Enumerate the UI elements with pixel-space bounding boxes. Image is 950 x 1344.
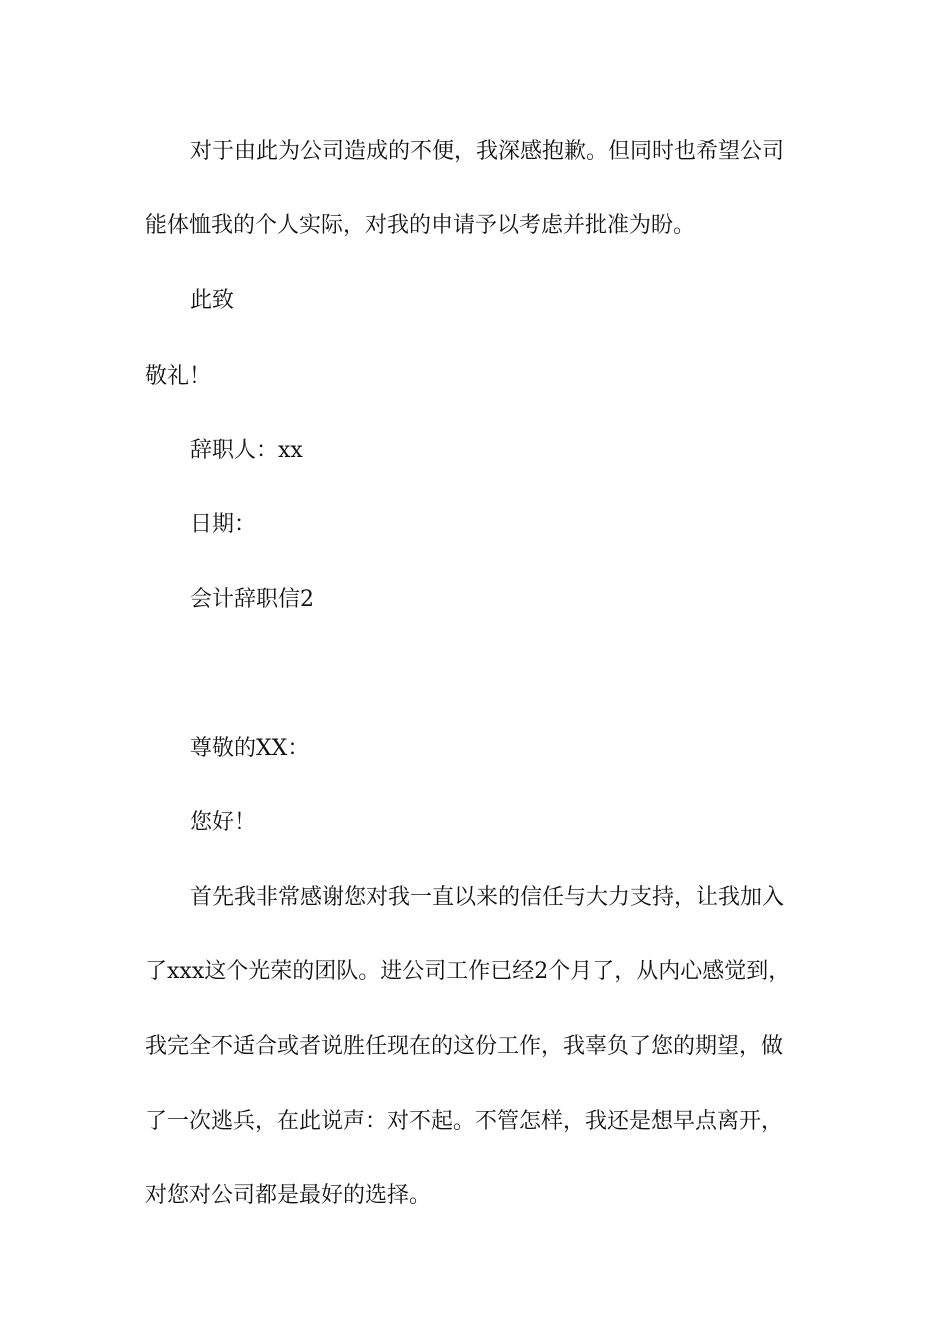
closing-salutation: 此致 xyxy=(190,288,235,313)
paragraph-body-line-2: 了xxx这个光荣的团队。进公司工作已经2个月了，从内心感觉到， xyxy=(145,959,791,984)
letter-greeting: 尊敬的XX： xyxy=(190,736,310,761)
section-title: 会计辞职信2 xyxy=(190,587,314,612)
paragraph-apology-line-2: 能体恤我的个人实际，对我的申请予以考虑并批准为盼。 xyxy=(145,213,696,238)
paragraph-apology-line-1: 对于由此为公司造成的不便，我深感抱歉。但同时也希望公司 xyxy=(190,139,785,164)
paragraph-body-line-5: 对您对公司都是最好的选择。 xyxy=(145,1183,432,1208)
signature-date: 日期： xyxy=(190,512,257,537)
paragraph-body-line-1: 首先我非常感谢您对我一直以来的信任与大力支持，让我加入 xyxy=(190,885,785,910)
paragraph-body-line-3: 我完全不适合或者说胜任现在的这份工作，我辜负了您的期望，做 xyxy=(145,1034,784,1059)
paragraph-body-line-4: 了一次逃兵，在此说声：对不起。不管怎样，我还是想早点离开， xyxy=(145,1109,784,1134)
letter-hello: 您好！ xyxy=(190,810,257,835)
closing-regards: 敬礼！ xyxy=(145,364,212,389)
signature-resigner: 辞职人：xx xyxy=(190,438,303,463)
